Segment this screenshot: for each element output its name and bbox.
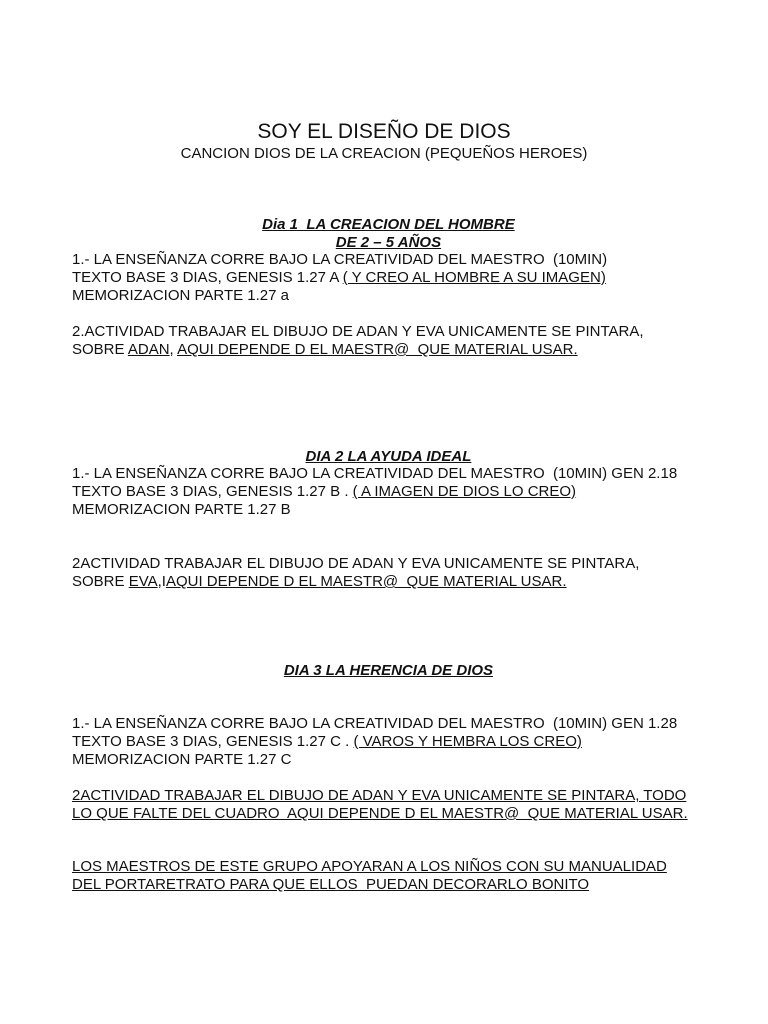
day1-teaching-line: 1.- LA ENSEÑANZA CORRE BAJO LA CREATIVIDAD DEL MAESTRO (10MIN) [72,251,608,268]
day1-verse-quote: ( Y CREO AL HOMBRE A SU IMAGEN) [342,269,606,286]
day3-activity-line-2: LO QUE FALTE DEL CUADRO AQUI DEPENDE D EL MAESTR@ QUE MATERIAL USAR. [72,805,688,822]
day2-memorization-line: MEMORIZACION PARTE 1.27 B [72,501,291,518]
day3-memorization-line: MEMORIZACION PARTE 1.27 C [72,751,292,768]
day3-base-text-line [72,733,582,751]
day3-heading-line [0,644,768,680]
day1-activity-line-2 [72,341,578,359]
day1-activity-line: 2.ACTIVIDAD TRABAJAR EL DIBUJO DE ADAN Y EVA UNICAMENTE SE PINTARA, [72,323,644,340]
day2-base-text-line [72,483,576,501]
day2-subject: EVA [128,573,158,590]
day2-verse-quote: ( A IMAGEN DE DIOS LO CREO) [352,483,577,500]
day3-teachers-note: LOS MAESTROS DE ESTE GRUPO APOYARAN A LOS NIÑOS CON SU MANUALIDAD [72,858,667,875]
document-title: SOY EL DISEÑO DE DIOS [257,120,511,143]
day2-sobre: SOBRE [72,573,129,590]
day2-activity-line-2 [72,573,567,591]
day3-teaching-line: 1.- LA ENSEÑANZA CORRE BAJO LA CREATIVIDAD DEL MAESTRO (10MIN) GEN 1.28 [72,715,678,732]
day2-heading-line [0,430,768,466]
day1-base-text-line [72,269,606,287]
day3-heading: DIA 3 LA HERENCIA DE DIOS [283,662,494,679]
day1-subject: ADAN [127,341,170,358]
day2-activity-line: 2ACTIVIDAD TRABAJAR EL DIBUJO DE ADAN Y EVA UNICAMENTE SE PINTARA, [72,555,640,572]
day1-material-note: AQUI DEPENDE D EL MAESTR@ QUE MATERIAL USAR. [177,341,578,358]
document-subtitle: CANCION DIOS DE LA CREACION (PEQUEÑOS HEROES) [180,145,588,162]
day2-base-text: TEXTO BASE 3 DIAS, GENESIS 1.27 B . [72,483,353,500]
day1-separator: , [169,341,178,358]
day1-age-range: DE 2 – 5 AÑOS [335,234,442,251]
day3-teachers-note-2: DEL PORTARETRATO PARA QUE ELLOS PUEDAN DECORARLO BONITO [72,876,590,893]
day1-sobre: SOBRE [72,341,128,358]
day1-memorization-line: MEMORIZACION PARTE 1.27 a [72,287,289,304]
day2-separator: ,I [157,573,166,590]
day3-verse-quote: ( VAROS Y HEMBRA LOS CREO) [353,733,582,750]
day3-base-text: TEXTO BASE 3 DIAS, GENESIS 1.27 C . [72,733,354,750]
day1-heading: Dia 1 LA CREACION DEL HOMBRE [262,216,515,233]
day2-teaching-line: 1.- LA ENSEÑANZA CORRE BAJO LA CREATIVIDAD DEL MAESTRO (10MIN) GEN 2.18 [72,465,678,482]
day1-base-text: TEXTO BASE 3 DIAS, GENESIS 1.27 A [72,269,343,286]
day3-activity-line: 2ACTIVIDAD TRABAJAR EL DIBUJO DE ADAN Y EVA UNICAMENTE SE PINTARA, TODO [72,787,687,804]
day2-heading: DIA 2 LA AYUDA IDEAL [305,448,472,465]
day1-age-line [0,216,768,252]
day2-material-note: AQUI DEPENDE D EL MAESTR@ QUE MATERIAL USAR. [165,573,567,590]
